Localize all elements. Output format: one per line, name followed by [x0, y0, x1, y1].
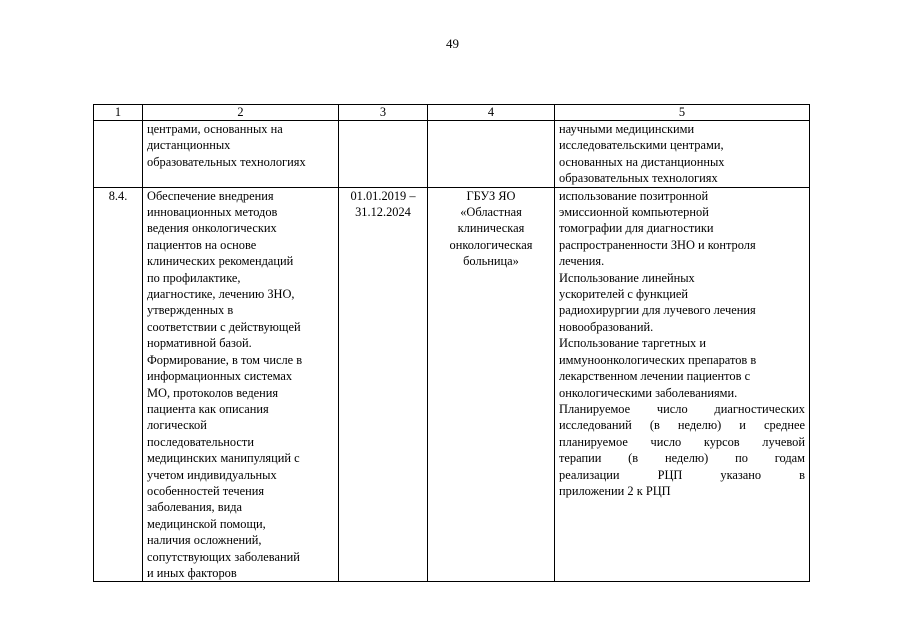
text-line: иммуноонкологических препаратов в — [559, 352, 757, 367]
text-line-justified: Планируемое число диагностических — [559, 401, 805, 416]
text-line: Формирование, в том числе в — [147, 352, 303, 367]
continuation-cell-2 — [143, 121, 339, 188]
implementation-period — [339, 187, 428, 582]
text-line: новообразований. — [559, 319, 654, 334]
text-line: медицинских манипуляций с — [147, 451, 300, 466]
text-line: и иных факторов — [147, 565, 237, 580]
text-line: образовательных технологиях — [559, 171, 718, 186]
text-line: МО, протоколов ведения — [147, 385, 279, 400]
text-line: приложении 2 к РЦП — [559, 483, 671, 498]
text-line: исследовательскими центрами, — [559, 138, 724, 153]
text-line: центрами, основанных на — [147, 122, 283, 136]
header-cell-1: 1 — [94, 105, 143, 121]
header-row — [94, 105, 810, 121]
text-line: Использование линейных — [559, 270, 695, 285]
text-line: клинических рекомендаций — [147, 254, 294, 269]
text-line: ведения онкологических — [147, 221, 277, 236]
text-line-justified: планируемое число курсов лучевой — [559, 434, 805, 449]
text-line: клиническая — [457, 221, 525, 236]
text-line: онкологическими заболеваниями. — [559, 385, 738, 400]
text-line: пациента как описания — [147, 401, 269, 416]
header-cell-5: 5 — [555, 105, 810, 121]
measure-description — [143, 187, 339, 582]
text-line: соответствии с действующей — [147, 319, 301, 334]
text-line: радиохирургии для лучевого лечения — [559, 303, 756, 318]
continuation-cell-3 — [339, 121, 428, 188]
text-line: Использование таргетных и — [559, 336, 706, 351]
text-line: особенностей течения — [147, 483, 265, 498]
text-line: нормативной базой. — [147, 336, 252, 351]
text-line-justified: исследований (в неделю) и среднее — [559, 418, 805, 433]
text-line: информационных системах — [147, 369, 293, 384]
table-row — [94, 187, 810, 582]
text-line: лекарственном лечении пациентов с — [559, 369, 751, 384]
text-line: онкологическая — [449, 237, 533, 252]
text-line: томографии для диагностики — [559, 221, 714, 236]
text-line-justified: терапии (в неделю) по годам — [559, 451, 805, 466]
continuation-cell-4 — [428, 121, 555, 188]
text-line: наличия осложнений, — [147, 533, 262, 548]
expected-result — [555, 187, 810, 582]
header-cell-2: 2 — [143, 105, 339, 121]
text-line: Обеспечение внедрения — [147, 188, 274, 203]
text-line: учетом индивидуальных — [147, 467, 277, 482]
date-start: 01.01.2019 – — [350, 188, 416, 203]
text-line: «Областная — [460, 205, 522, 220]
text-line: ускорителей с функцией — [559, 287, 688, 302]
page-number: 49 — [446, 36, 459, 51]
text-line: эмиссионной компьютерной — [559, 205, 709, 220]
text-line: использование позитронной — [559, 188, 709, 203]
text-line: по профилактике, — [147, 270, 241, 285]
header-cell-3: 3 — [339, 105, 428, 121]
text-line: распространенности ЗНО и контроля — [559, 237, 756, 252]
text-line: сопутствующих заболеваний — [147, 549, 300, 564]
continuation-cell-1 — [94, 121, 143, 188]
date-end: 31.12.2024 — [355, 205, 411, 220]
text-line: образовательных технологиях — [147, 154, 306, 169]
text-line: последовательности — [147, 434, 254, 449]
text-line: больница» — [463, 254, 519, 269]
text-line: лечения. — [559, 254, 605, 269]
header-cell-4: 4 — [428, 105, 555, 121]
text-line: заболевания, вида — [147, 500, 243, 515]
text-line-justified: реализации РЦП указано в — [559, 467, 805, 482]
text-line: медицинской помощи, — [147, 516, 266, 531]
continuation-row — [94, 121, 810, 188]
measures-table — [93, 104, 810, 582]
text-line: утвержденных в — [147, 303, 234, 318]
row-number: 8.4. — [94, 187, 143, 582]
text-line: дистанционных — [147, 138, 231, 153]
continuation-cell-5 — [555, 121, 810, 188]
responsible-executor — [428, 187, 555, 582]
text-line: логической — [147, 418, 207, 433]
text-line: ГБУЗ ЯО — [466, 188, 516, 203]
text-line: инновационных методов — [147, 205, 278, 220]
text-line: научными медицинскими — [559, 122, 695, 136]
text-line: диагностике, лечению ЗНО, — [147, 287, 295, 302]
text-line: основанных на дистанционных — [559, 154, 725, 169]
text-line: пациентов на основе — [147, 237, 257, 252]
